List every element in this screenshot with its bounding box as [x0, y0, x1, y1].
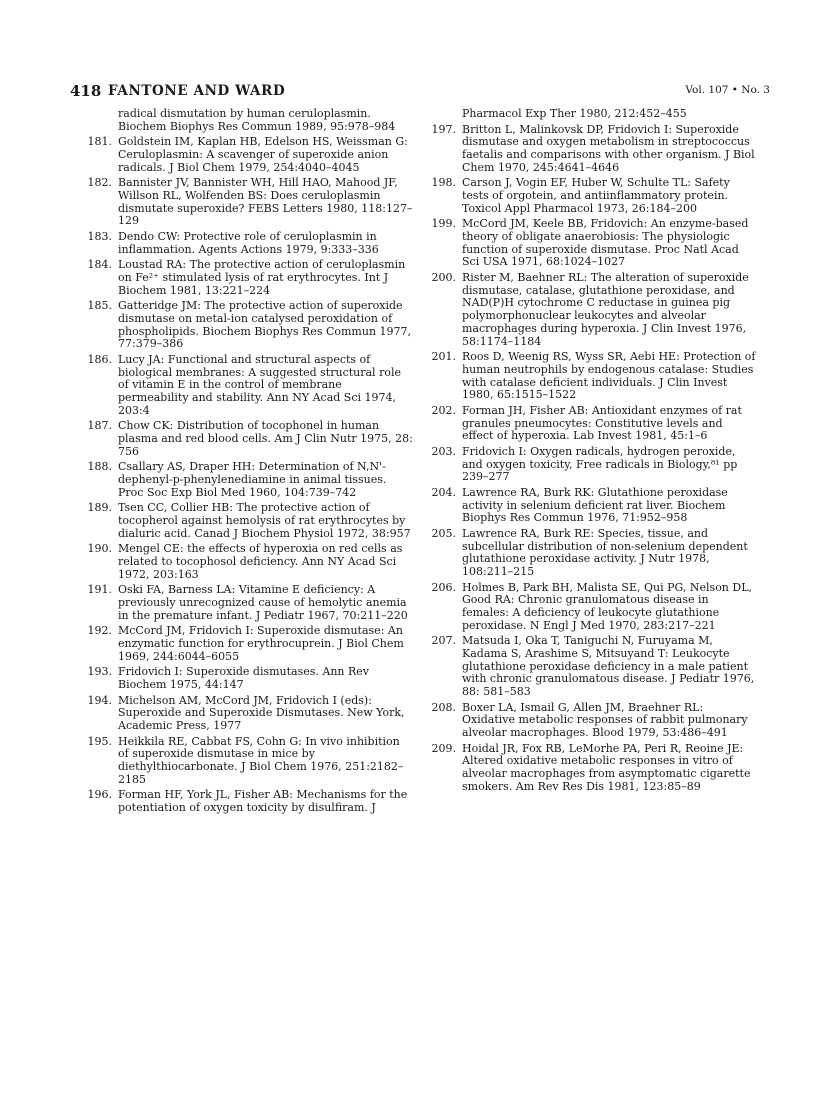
reference-item: [87, 419, 413, 458]
reference-number: 196.: [87, 788, 112, 802]
reference-item: [87, 176, 413, 228]
reference-text: Michelson AM, McCord JM, Fridovich I (eds): Superoxide and Superoxide Dismutases. New York, Academic Press, 1977: [118, 693, 405, 733]
reference-number: 202.: [431, 403, 456, 417]
reference-text: Matsuda I, Oka T, Taniguchi N, Furuyama M, Kadama S, Arashime S, Mitsuyand T: Leukocyte glutathione peroxidase deficiency in a male patient with chronic granulomatous disease. J Pediatr 1976, 88: 581–583: [462, 634, 755, 699]
reference-number: 183.: [87, 230, 112, 243]
reference-number: 192.: [87, 624, 112, 638]
reference-number: 198.: [431, 176, 456, 190]
reference-item: [431, 122, 757, 175]
reference-number: 206.: [431, 580, 456, 594]
reference-number: 189.: [87, 501, 112, 515]
reference-list: [431, 122, 757, 794]
reference-item: [87, 665, 413, 692]
reference-number: 201.: [431, 350, 456, 364]
reference-item: [431, 217, 757, 269]
reference-text: Holmes B, Park BH, Malista SE, Qui PG, Nelson DL, Good RA: Chronic granulomatous disease in females: A deficiency of leukocyte glutathione peroxidase. N Engl J Med 1970, 283:217–221: [462, 580, 753, 632]
reference-item: [87, 624, 413, 663]
reference-text: Gatteridge JM: The protective action of superoxide dismutase on metal-ion catalysed peroxidation of phospholipids. Biochem Biophys Res Commun 1977, 77:379–386: [118, 299, 412, 351]
reference-number: 203.: [431, 444, 456, 458]
reference-number: 200.: [431, 271, 456, 284]
reference-item: [87, 299, 413, 351]
reference-text: Britton L, Malinkovsk DP, Fridovich I: Superoxide dismutase and oxygen metabolism in streptococcus faetalis and comparisons with other organism. J Biol Chem 1970, 245:4641–4646: [462, 122, 755, 174]
reference-text: Mengel CE: the effects of hyperoxia on red cells as related to tocophosol deficiency. Ann NY Acad Sci 1972, 203:163: [118, 542, 403, 581]
volume-info: Vol. 107 • No. 3: [685, 84, 770, 96]
reference-item: [431, 741, 757, 794]
reference-number: 187.: [87, 419, 112, 433]
reference-item: [431, 485, 757, 525]
reference-item: [431, 176, 757, 215]
reference-text: Fridovich I: Oxygen radicals, hydrogen peroxide, and oxygen toxicity, Free radicals in Biology,⁸¹ pp 239–277: [462, 444, 738, 484]
reference-item: [87, 583, 413, 622]
reference-number: 209.: [431, 741, 456, 755]
reference-number: 205.: [431, 526, 456, 540]
reference-text: Lawrence RA, Burk RK: Glutathione peroxidase activity in selenium deficient rat liver. Biochem Biophys Res Commun 1976, 71:952–958: [462, 485, 728, 525]
reference-number: 194.: [87, 693, 112, 707]
reference-text: McCord JM, Keele BB, Fridovich: An enzyme-based theory of obligate anaerobiosis: The physiologic function of superoxide dismutase. Proc Natl Acad Sci USA 1971, 68:1024–1027: [462, 217, 749, 269]
reference-item: [431, 271, 757, 348]
reference-number: 182.: [87, 176, 112, 190]
reference-list: [87, 135, 413, 815]
reference-text: Csallary AS, Draper HH: Determination of N,N'-dephenyl-p-phenylenediamine in animal tissues. Proc Soc Exp Biol Med 1960, 104:739–742: [118, 460, 387, 499]
reference-item: [87, 693, 413, 733]
reference-number: 207.: [431, 634, 456, 648]
reference-number: 208.: [431, 700, 456, 714]
reference-item: [87, 788, 413, 815]
reference-text: Oski FA, Barness LA: Vitamine E deficiency: A previously unrecognized cause of hemolytic anemia in the premature infant. J Pediatr 1967, 70:211–220: [118, 583, 408, 622]
reference-text: Boxer LA, Ismail G, Allen JM, Braehner RL: Oxidative metabolic responses of rabbit pulmonary alveolar macrophages. Blood 1979, 53:486–491: [462, 700, 748, 740]
reference-number: 195.: [87, 734, 112, 748]
reference-item: [431, 526, 757, 579]
reference-text: Fridovich I: Superoxide dismutases. Ann Rev Biochem 1975, 44:147: [118, 665, 370, 692]
reference-continuation: Pharmacol Exp Ther 1980, 212:452–455: [462, 107, 687, 120]
reference-continuation: radical dismutation by human ceruloplasmin. Biochem Biophys Res Commun 1989, 95:978–984: [118, 107, 396, 133]
reference-item: [431, 444, 757, 484]
reference-text: Loustad RA: The protective action of ceruloplasmin on Fe²⁺ stimulated lysis of rat erythrocytes. Int J Biochem 1981, 13:221–224: [118, 258, 406, 297]
reference-text: Heikkila RE, Cabbat FS, Cohn G: In vivo inhibition of superoxide dismutase in mice by diethylthiocarbonate. J Biol Chem 1976, 251:2182–2185: [118, 734, 404, 786]
reference-number: 199.: [431, 217, 456, 231]
reference-number: 193.: [87, 665, 112, 679]
reference-item: [87, 230, 413, 256]
reference-item: [431, 403, 757, 443]
right-column: [431, 107, 757, 796]
reference-item: [87, 460, 413, 499]
reference-number: 191.: [87, 583, 112, 597]
reference-item: [431, 700, 757, 740]
page-number: 418: [70, 82, 102, 100]
reference-item: [87, 353, 413, 418]
reference-item: [87, 501, 413, 540]
left-column: [87, 107, 413, 818]
reference-number: 184.: [87, 258, 112, 272]
reference-item: [431, 580, 757, 633]
reference-number: 190.: [87, 542, 112, 556]
running-head: FANTONE AND WARD: [108, 83, 286, 99]
reference-text: Goldstein IM, Kaplan HB, Edelson HS, Weissman G: Ceruloplasmin: A scavenger of superoxide anion radicals. J Biol Chem 1979, 254:4040–4045: [118, 135, 408, 174]
reference-text: Lawrence RA, Burk RE: Species, tissue, and subcellular distribution of non-selenium dependent glutathione peroxidase activity. J Nutr 1978, 108:211–215: [462, 526, 748, 578]
reference-text: McCord JM, Fridovich I: Superoxide dismutase: An enzymatic function for erythrocuprein. J Biol Chem 1969, 244:6044–6055: [118, 624, 404, 663]
reference-item: [87, 135, 413, 174]
reference-item: [431, 634, 757, 699]
reference-number: 186.: [87, 353, 112, 366]
reference-text: Chow CK: Distribution of tocophonel in human plasma and red blood cells. Am J Clin Nutr 1975, 28: 756: [118, 419, 413, 458]
reference-item: [87, 542, 413, 581]
reference-text: Roos D, Weenig RS, Wyss SR, Aebi HE: Protection of human neutrophils by endogenous catalase: Studies with catalase deficient individuals. J Clin Invest 1980, 65:1515–1522: [462, 350, 756, 402]
reference-text: Bannister JV, Bannister WH, Hill HAO, Mahood JF, Willson RL, Wolfenden BS: Does ceruloplasmin dismutate superoxide? FEBS Letters 1980, 118:127–129: [118, 176, 413, 228]
reference-item: [87, 734, 413, 787]
reference-text: Carson J, Vogin EF, Huber W, Schulte TL: Safety tests of orgotein, and antiinflammatory protein. Toxicol Appl Pharmacol 1973, 26:184–200: [462, 176, 730, 215]
reference-text: Forman JH, Fisher AB: Antioxidant enzymes of rat granules pneumocytes: Constitutive levels and effect of hyperoxia. Lab Invest 1981, 45:1–6: [462, 403, 742, 443]
reference-item: [431, 350, 757, 402]
reference-number: 188.: [87, 460, 112, 474]
reference-text: Hoidal JR, Fox RB, LeMorhe PA, Peri R, Reoine JE: Altered oxidative metabolic responses in vitro of alveolar macrophages from asymptomatic cigarette smokers. Am Rev Res Dis 1981, 123:85–89: [462, 741, 751, 793]
reference-text: Rister M, Baehner RL: The alteration of superoxide dismutase, catalase, glutathione peroxidase, and NAD(P)H cytochrome C reductase in guinea pig polymorphonuclear leukocytes and alveolar macrophages during hyperoxia. J Clin Invest 1976, 58:1174–1184: [462, 271, 749, 348]
reference-text: Lucy JA: Functional and structural aspects of biological membranes: A suggested structural role of vitamin E in the control of membrane permeability and stability. Ann NY Acad Sci 1974, 203:4: [118, 353, 401, 417]
reference-item: [87, 258, 413, 297]
reference-text: Forman HF, York JL, Fisher AB: Mechanisms for the potentiation of oxygen toxicity by disulfiram. J: [118, 788, 408, 815]
reference-text: Tsen CC, Collier HB: The protective action of tocopherol against hemolysis of rat erythrocytes by dialuric acid. Canad J Biochem Physiol 1972, 38:957: [118, 501, 411, 540]
reference-number: 197.: [431, 122, 456, 136]
page-header: [70, 82, 770, 102]
reference-text: Dendo CW: Protective role of ceruloplasmin in inflammation. Agents Actions 1979, 9:333–336: [118, 230, 379, 256]
reference-number: 181.: [87, 135, 112, 149]
reference-number: 185.: [87, 299, 112, 313]
reference-number: 204.: [431, 485, 456, 499]
